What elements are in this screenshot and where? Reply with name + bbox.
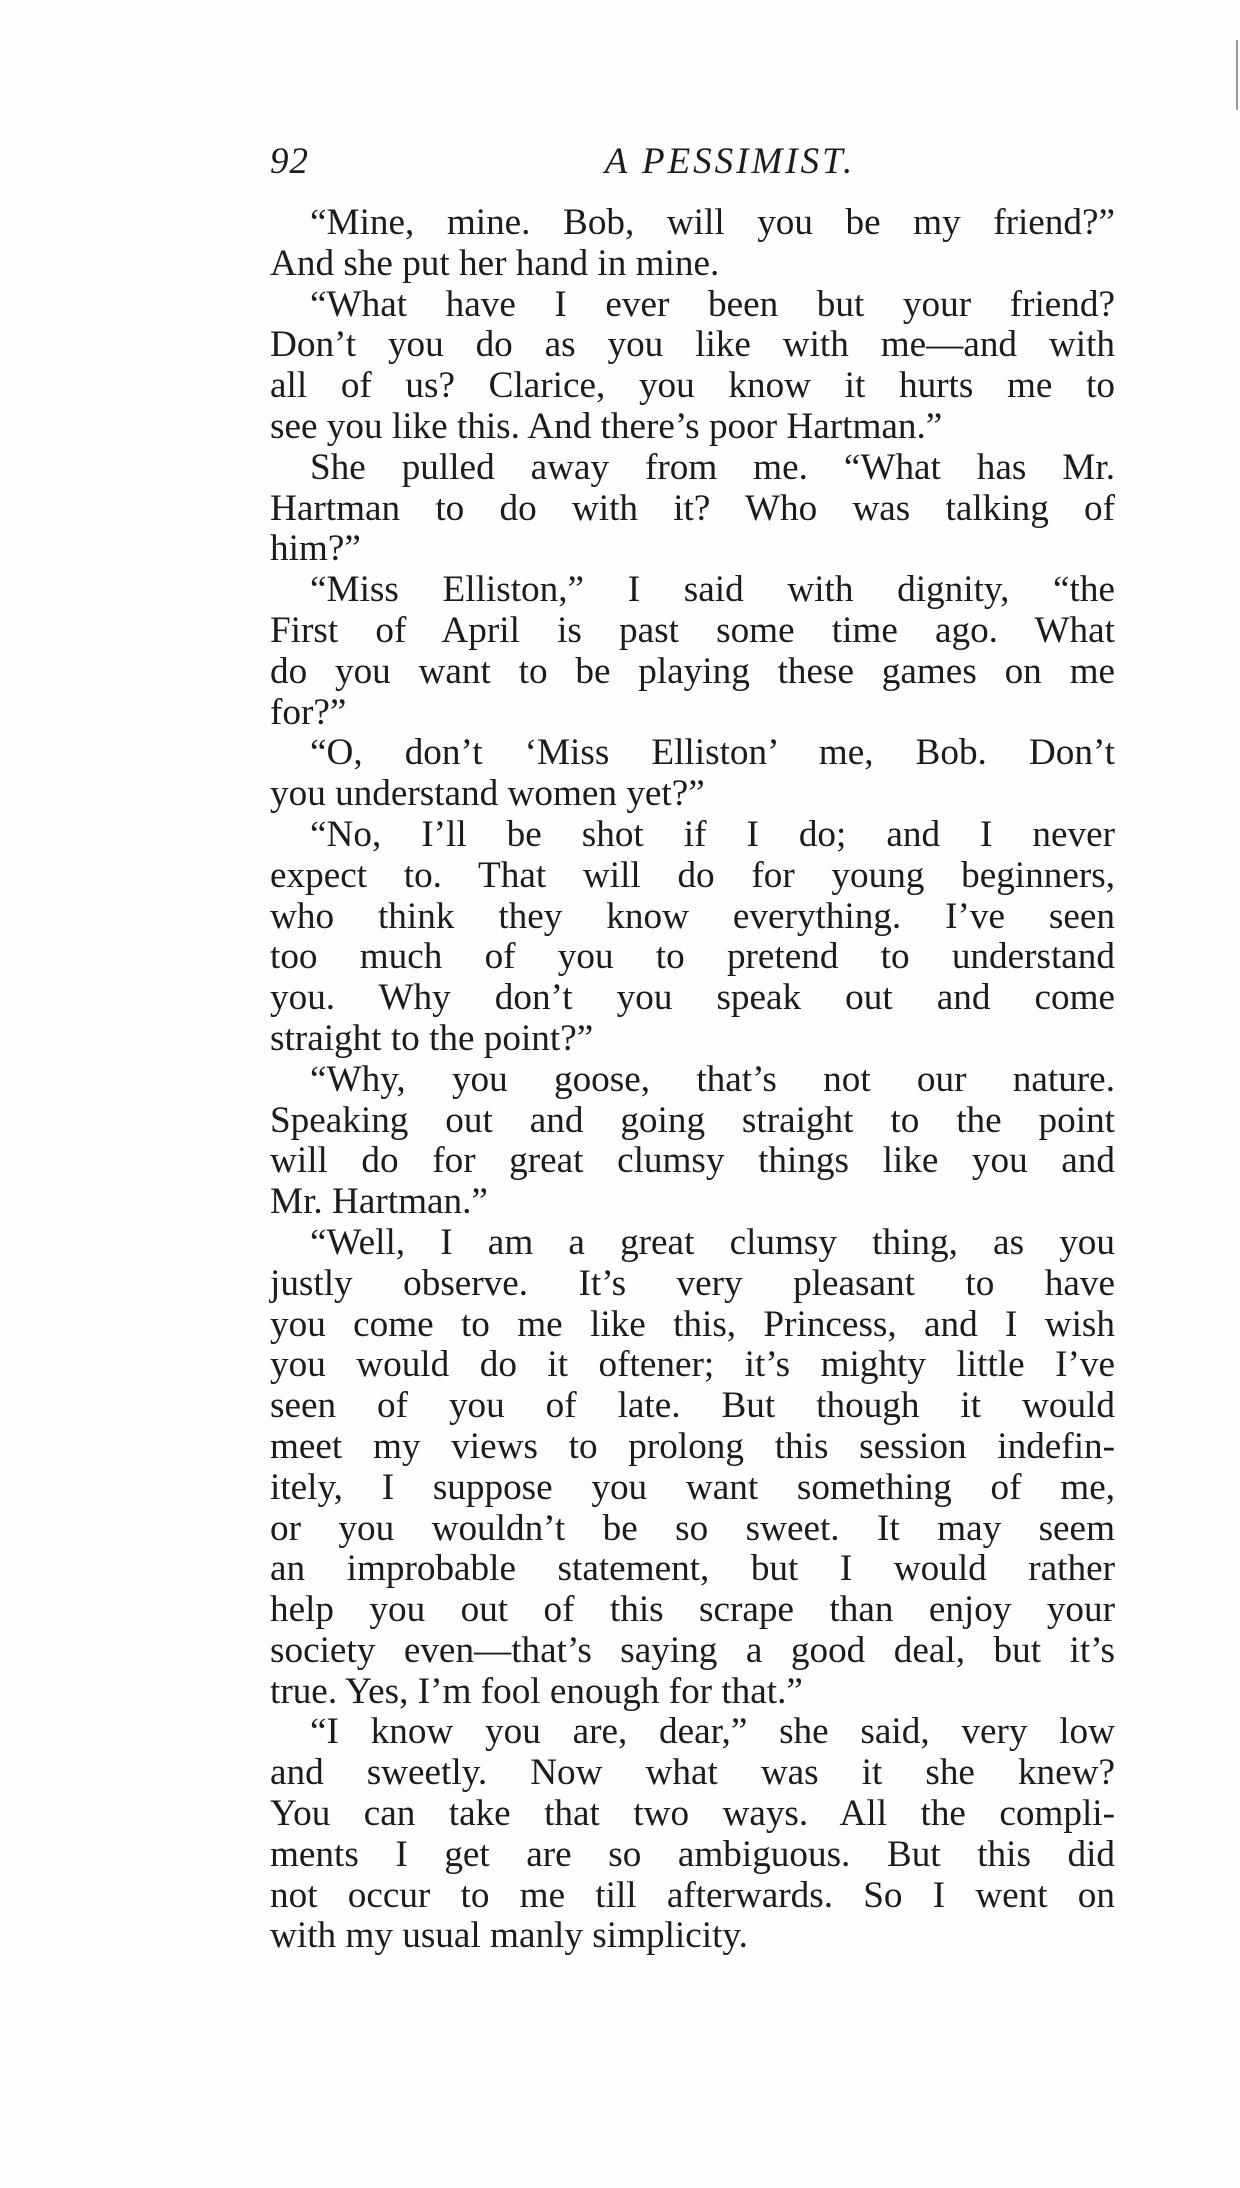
- paragraph: [270, 815, 1115, 1060]
- text-line: ments I get are so ambiguous. But this did: [270, 1833, 1115, 1875]
- text-line: You can take that two ways. All the compli-: [270, 1793, 1115, 1835]
- text-line: First of April is past some time ago. What: [270, 609, 1115, 651]
- body-text: [270, 203, 1115, 1957]
- text-line: “I know you are, dear,” she said, very low: [310, 1711, 1115, 1753]
- text-line: you understand women yet?”: [270, 773, 705, 815]
- text-line: She pulled away from me. “What has Mr.: [310, 446, 1115, 488]
- text-line: you come to me like this, Princess, and I wish: [270, 1303, 1115, 1345]
- text-line: “Mine, mine. Bob, will you be my friend?”: [310, 202, 1115, 243]
- paragraph: [270, 1060, 1115, 1223]
- paragraph: [270, 733, 1115, 815]
- paragraph: [270, 1223, 1115, 1713]
- text-line: too much of you to pretend to understand: [270, 936, 1115, 978]
- text-line: who think they know everything. I’ve seen: [270, 895, 1115, 937]
- text-line: meet my views to prolong this session indefin-: [270, 1425, 1115, 1467]
- text-line: “Why, you goose, that’s not our nature.: [310, 1058, 1115, 1100]
- paragraph: [270, 570, 1115, 733]
- text-line: do you want to be playing these games on me: [270, 650, 1115, 692]
- text-line: all of us? Clarice, you know it hurts me to: [270, 365, 1115, 407]
- text-line: itely, I suppose you want something of me,: [270, 1466, 1115, 1508]
- text-line: straight to the point?”: [270, 1017, 594, 1059]
- text-line: an improbable statement, but I would rather: [270, 1548, 1115, 1590]
- page-header: [270, 140, 1115, 190]
- text-line: justly observe. It’s very pleasant to have: [270, 1262, 1115, 1304]
- text-line: And she put her hand in mine.: [270, 242, 720, 284]
- text-line: for?”: [270, 691, 347, 733]
- running-head: A PESSIMIST.: [604, 141, 856, 182]
- page-number: 92: [270, 141, 309, 182]
- text-line: Hartman to do with it? Who was talking of: [270, 487, 1115, 529]
- text-line: Mr. Hartman.”: [270, 1181, 488, 1223]
- text-line: expect to. That will do for young beginners,: [270, 854, 1115, 896]
- text-line: true. Yes, I’m fool enough for that.”: [270, 1670, 803, 1712]
- text-line: “Well, I am a great clumsy thing, as you: [310, 1221, 1115, 1263]
- text-line: with my usual manly simplicity.: [270, 1915, 748, 1957]
- text-line: you would do it oftener; it’s mighty little I’ve: [270, 1344, 1115, 1386]
- text-line: you. Why don’t you speak out and come: [270, 977, 1115, 1019]
- text-line: Speaking out and going straight to the point: [270, 1099, 1115, 1141]
- text-line: Don’t you do as you like with me—and with: [270, 324, 1115, 366]
- text-line: will do for great clumsy things like you and: [270, 1140, 1115, 1182]
- text-line: or you wouldn’t be so sweet. It may seem: [270, 1507, 1115, 1549]
- text-line: him?”: [270, 528, 361, 570]
- text-line: “Miss Elliston,” I said with dignity, “the: [310, 569, 1115, 611]
- paragraph: [270, 285, 1115, 448]
- text-line: and sweetly. Now what was it she knew?: [270, 1752, 1115, 1794]
- paragraph: [270, 448, 1115, 570]
- text-line: “What have I ever been but your friend?: [310, 283, 1115, 325]
- text-line: see you like this. And there’s poor Hartman.”: [270, 405, 943, 447]
- text-line: “O, don’t ‘Miss Elliston’ me, Bob. Don’t: [310, 732, 1115, 774]
- paragraph: [270, 1712, 1115, 1957]
- text-line: not occur to me till afterwards. So I went on: [270, 1874, 1115, 1916]
- text-line: society even—that’s saying a good deal, but it’s: [270, 1629, 1115, 1671]
- paragraph: [270, 203, 1115, 285]
- text-line: help you out of this scrape than enjoy your: [270, 1589, 1115, 1631]
- right-edge-mark: [1236, 40, 1238, 110]
- text-line: seen of you of late. But though it would: [270, 1385, 1115, 1427]
- text-line: “No, I’ll be shot if I do; and I never: [310, 813, 1115, 855]
